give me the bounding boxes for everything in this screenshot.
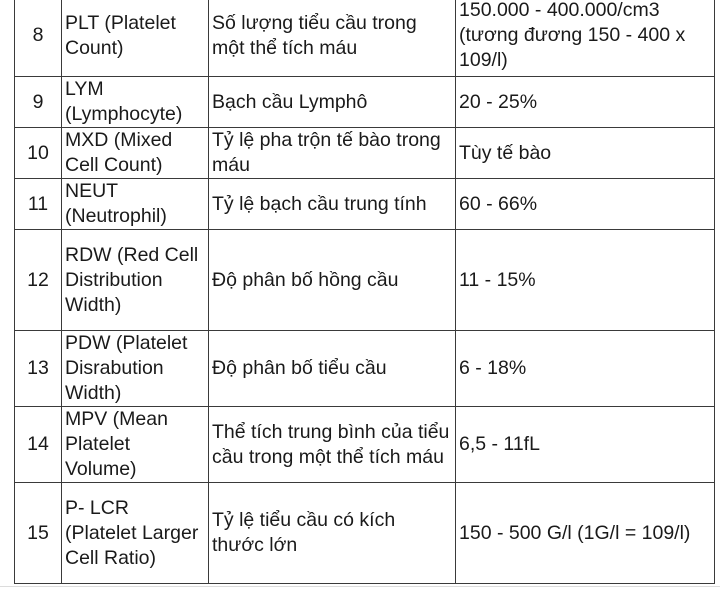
parameter-name: NEUT (Neutrophil) [62,179,209,230]
row-number: 13 [15,331,62,407]
parameter-description: Tỷ lệ pha trộn tế bào trong máu [209,128,456,179]
parameter-name: PDW (Platelet Disrabution Width) [62,331,209,407]
parameter-description: Số lượng tiểu cầu trong một thể tích máu [209,0,456,77]
reference-range: 6,5 - 11fL [456,407,715,483]
table-row [15,0,715,77]
reference-range: 60 - 66% [456,179,715,230]
parameter-name: RDW (Red Cell Distribution Width) [62,230,209,331]
parameter-description: Thể tích trung bình của tiểu cầu trong một thể tích máu [209,407,456,483]
table-row [15,331,715,407]
reference-range: Tùy tế bào [456,128,715,179]
reference-range: 20 - 25% [456,77,715,128]
reference-range: 6 - 18% [456,331,715,407]
parameter-name: PLT (Platelet Count) [62,0,209,77]
row-number: 8 [15,0,62,77]
page-cut-divider [0,584,720,590]
table-row [15,407,715,483]
parameter-name: MXD (Mixed Cell Count) [62,128,209,179]
reference-range: 150 - 500 G/l (1G/l = 109/l) [456,483,715,584]
parameter-name: P- LCR (Platelet Larger Cell Ratio) [62,483,209,584]
table-row [15,483,715,584]
blood-test-table [14,0,715,584]
table-row [15,230,715,331]
row-number: 12 [15,230,62,331]
table-row [15,179,715,230]
row-number: 9 [15,77,62,128]
row-number: 14 [15,407,62,483]
row-number: 15 [15,483,62,584]
table-row [15,77,715,128]
parameter-name: LYM (Lymphocyte) [62,77,209,128]
reference-range: 150.000 - 400.000/cm3 (tương đương 150 - 400 x 109/l) [456,0,715,77]
row-number: 10 [15,128,62,179]
table-row [15,128,715,179]
row-number: 11 [15,179,62,230]
parameter-description: Độ phân bố tiểu cầu [209,331,456,407]
parameter-description: Tỷ lệ bạch cầu trung tính [209,179,456,230]
parameter-description: Bạch cầu Lymphô [209,77,456,128]
parameter-description: Tỷ lệ tiểu cầu có kích thước lớn [209,483,456,584]
reference-range: 11 - 15% [456,230,715,331]
parameter-name: MPV (Mean Platelet Volume) [62,407,209,483]
parameter-description: Độ phân bố hồng cầu [209,230,456,331]
